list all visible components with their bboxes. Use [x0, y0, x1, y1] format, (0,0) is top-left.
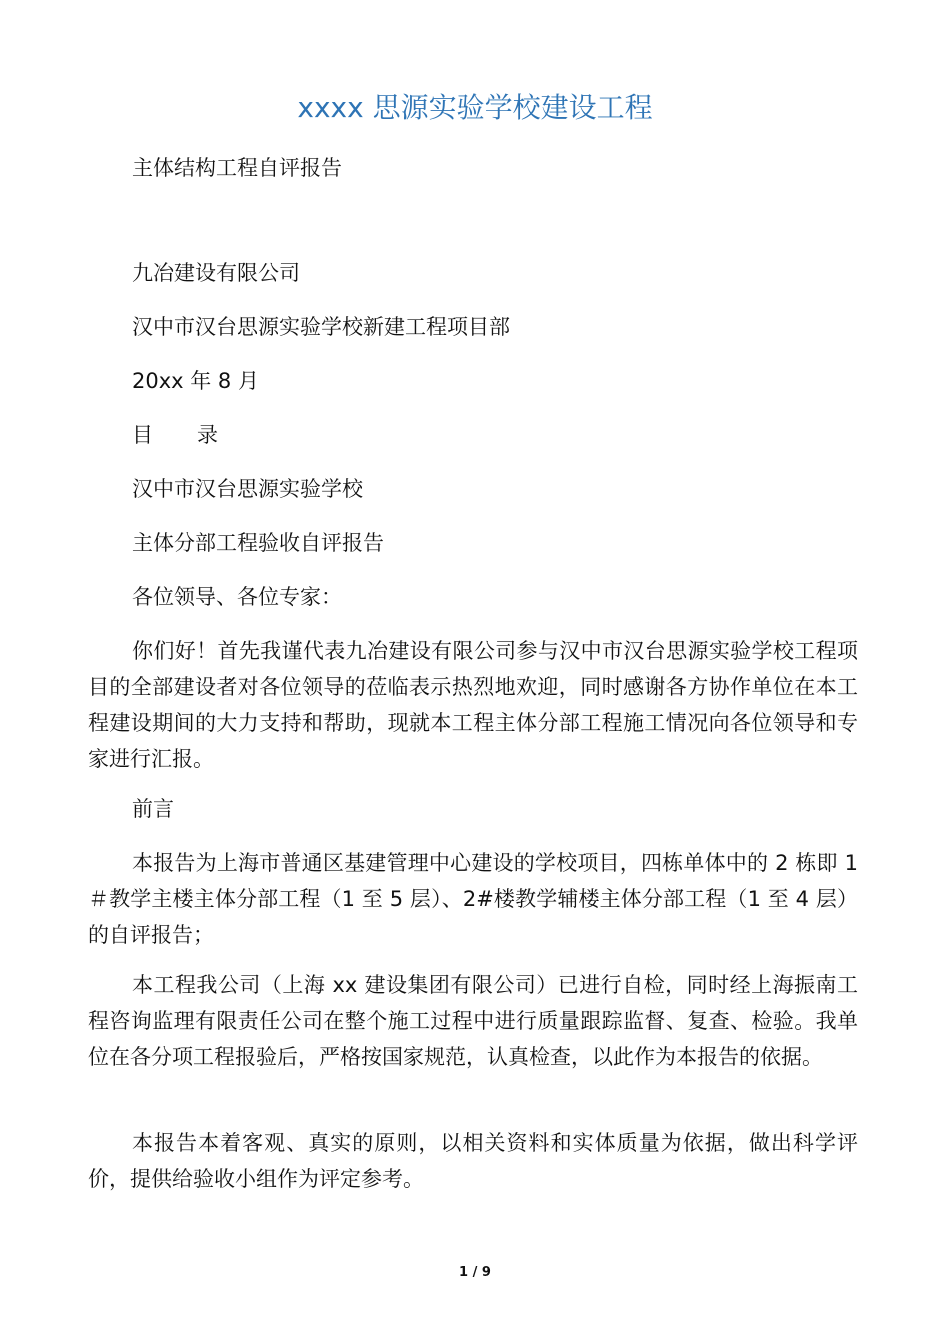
document-title: xxxx 思源实验学校建设工程 — [297, 91, 653, 124]
toc-heading-char-1: 目 — [132, 423, 153, 447]
document-date: 20xx 年 8 月 — [132, 369, 259, 393]
paragraph-inspection: 本工程我公司（上海 xx 建设集团有限公司）已进行自检，同时经上海振南工程咨询监理有限责任公司在整个施工过程中进行质量跟踪监督、复查、检验。我单位在各分项工程报验后，严格按国家规范，认真检查，以此作为本报告的依据。 — [88, 973, 858, 1069]
school-name: 汉中市汉台思源实验学校 — [132, 477, 363, 501]
toc-heading — [132, 417, 218, 453]
preface-heading: 前言 — [132, 797, 174, 821]
paragraph-principle: 本报告本着客观、真实的原则，以相关资料和实体质量为依据，做出科学评价，提供给验收小组作为评定参考。 — [88, 1131, 858, 1191]
project-department: 汉中市汉台思源实验学校新建工程项目部 — [132, 315, 510, 339]
paragraph-scope: 本报告为上海市普通区基建管理中心建设的学校项目，四栋单体中的 2 栋即 1＃教学主楼主体分部工程（1 至 5 层）、2#楼教学辅楼主体分部工程（1 至 4 层）的自评报告； — [88, 851, 858, 947]
page-number: 1 / 9 — [459, 1265, 491, 1280]
salutation: 各位领导、各位专家： — [132, 585, 342, 609]
company-name: 九冶建设有限公司 — [132, 261, 300, 285]
report-title: 主体分部工程验收自评报告 — [132, 531, 384, 555]
document-subtitle: 主体结构工程自评报告 — [132, 156, 342, 180]
paragraph-welcome: 你们好！首先我谨代表九冶建设有限公司参与汉中市汉台思源实验学校工程项目的全部建设者对各位领导的莅临表示热烈地欢迎，同时感谢各方协作单位在本工程建设期间的大力支持和帮助，现就本工程主体分部工程施工情况向各位领导和专家进行汇报。 — [88, 639, 858, 771]
toc-heading-char-2: 录 — [197, 423, 218, 447]
